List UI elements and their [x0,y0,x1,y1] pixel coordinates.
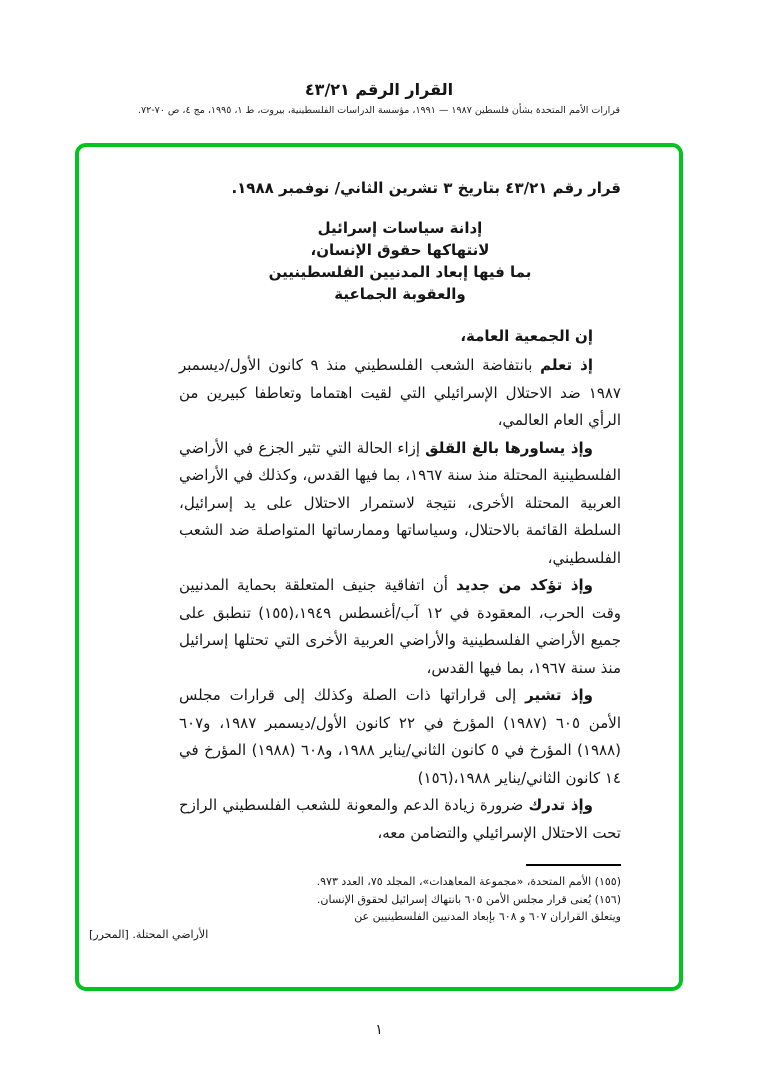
document-frame [75,143,683,991]
paragraph-text: ضرورة زيادة الدعم والمعونة للشعب الفلسطيني الرازح تحت الاحتلال الإسرائيلي والتضامن معه، [179,796,621,842]
opening-line: إن الجمعية العامة، [460,327,593,345]
footnote-line: (١٥٦) يُعنى قرار مجلس الأمن ٦٠٥ بانتهاك إسرائيل لحقوق الإنسان. [316,892,621,906]
preamble-paragraph [179,435,621,573]
paragraph-text: بانتفاضة الشعب الفلسطيني منذ ٩ كانون الأول/ديسمبر ١٩٨٧ ضد الاحتلال الإسرائيلي التي لقيت اهتماما وتعاطفا كبيرين من الرأي العام العالمي، [179,356,621,429]
paragraph-lead: وإذ تؤكد من جديد [456,576,593,594]
page-header [0,80,758,116]
paragraph-text: إلى قراراتها ذات الصلة وكذلك إلى قرارات مجلس الأمن ٦٠٥ (١٩٨٧) المؤرخ في ٢٢ كانون الأول/ديسمبر ١٩٨٧، و٦٠٧ (١٩٨٨) المؤرخ في ٥ كانون الثاني/يناير ١٩٨٨، و٦٠٨ (١٩٨٨) المؤرخ في ١٤ كانون الثاني/يناير ١٩٨٨،(١٥٦) [179,686,622,787]
paragraph-text: إزاء الحالة التي تثير الجزع في الأراضي الفلسطينية المحتلة منذ سنة ١٩٦٧، بما فيها القدس، وكذلك في الأراضي العربية المحتلة الأخرى، نتيجة لاستمرار الاحتلال على يد إسرائيل، السلطة القائمة بالاحتلال، وسياساتها وممارساتها المتواصلة ضد الشعب الفلسطيني، [179,438,621,567]
source-citation: قرارات الأمم المتحدة بشأن فلسطين ١٩٨٧ — ١٩٩١، مؤسسة الدراسات الفلسطينية، بيروت، ط ١، ١٩٩٥، مج ٤، ص ٧٠-٧٢. [137,105,621,116]
resolution-title: قرار رقم ٤٣/٢١ بتاريخ ٣ تشرين الثاني/ نوفمبر ١٩٨٨. [231,179,621,197]
subtitle-line: إدانة سياسات إسرائيل [317,219,483,237]
paragraph-lead: إذ تعلم [540,356,593,374]
preamble-paragraph [179,572,621,682]
paragraph-lead: وإذ تدرك [528,796,594,814]
resolution-number-heading: القرار الرقم ٤٣/٢١ [304,80,454,99]
document-body [79,147,679,987]
subtitle-line: لانتهاكها حقوق الإنسان، [310,241,490,259]
page-number: ١ [375,1022,383,1038]
footnote-line: ويتعلق القراران ٦٠٧ و ٦٠٨ بإبعاد المدنيين الفلسطينيين عن [354,910,621,923]
subtitle-line: بما فيها إبعاد المدنيين الفلسطينيين [268,263,532,281]
paragraph-text: أن اتفاقية جنيف المتعلقة بحماية المدنيين وقت الحرب، المعقودة في ١٢ آب/أغسطس ١٩٤٩،(١٥٥) تنطبق على جميع الأراضي الفلسطينية والأراضي العربية الأخرى التي تحتلها إسرائيل منذ سنة ١٩٦٧، بما فيها القدس، [179,576,621,677]
footnote-separator [526,864,621,866]
paragraph-lead: وإذ تشير [525,686,593,704]
preamble-paragraph [179,352,621,435]
resolution-subtitle [179,217,621,305]
footnotes-section [89,864,621,943]
footnote-line: (١٥٥) الأمم المتحدة، «مجموعة المعاهدات»، المجلد ٧٥، العدد ٩٧٣. [316,875,621,888]
paragraph-lead: وإذ يساورها بالغ القلق [425,438,593,457]
subtitle-line: والعقوبة الجماعية [334,285,466,303]
preamble-paragraph [179,792,621,847]
footnote-line: الأراضي المحتلة. [المحرر] [89,927,209,941]
preamble-paragraph [179,682,621,792]
